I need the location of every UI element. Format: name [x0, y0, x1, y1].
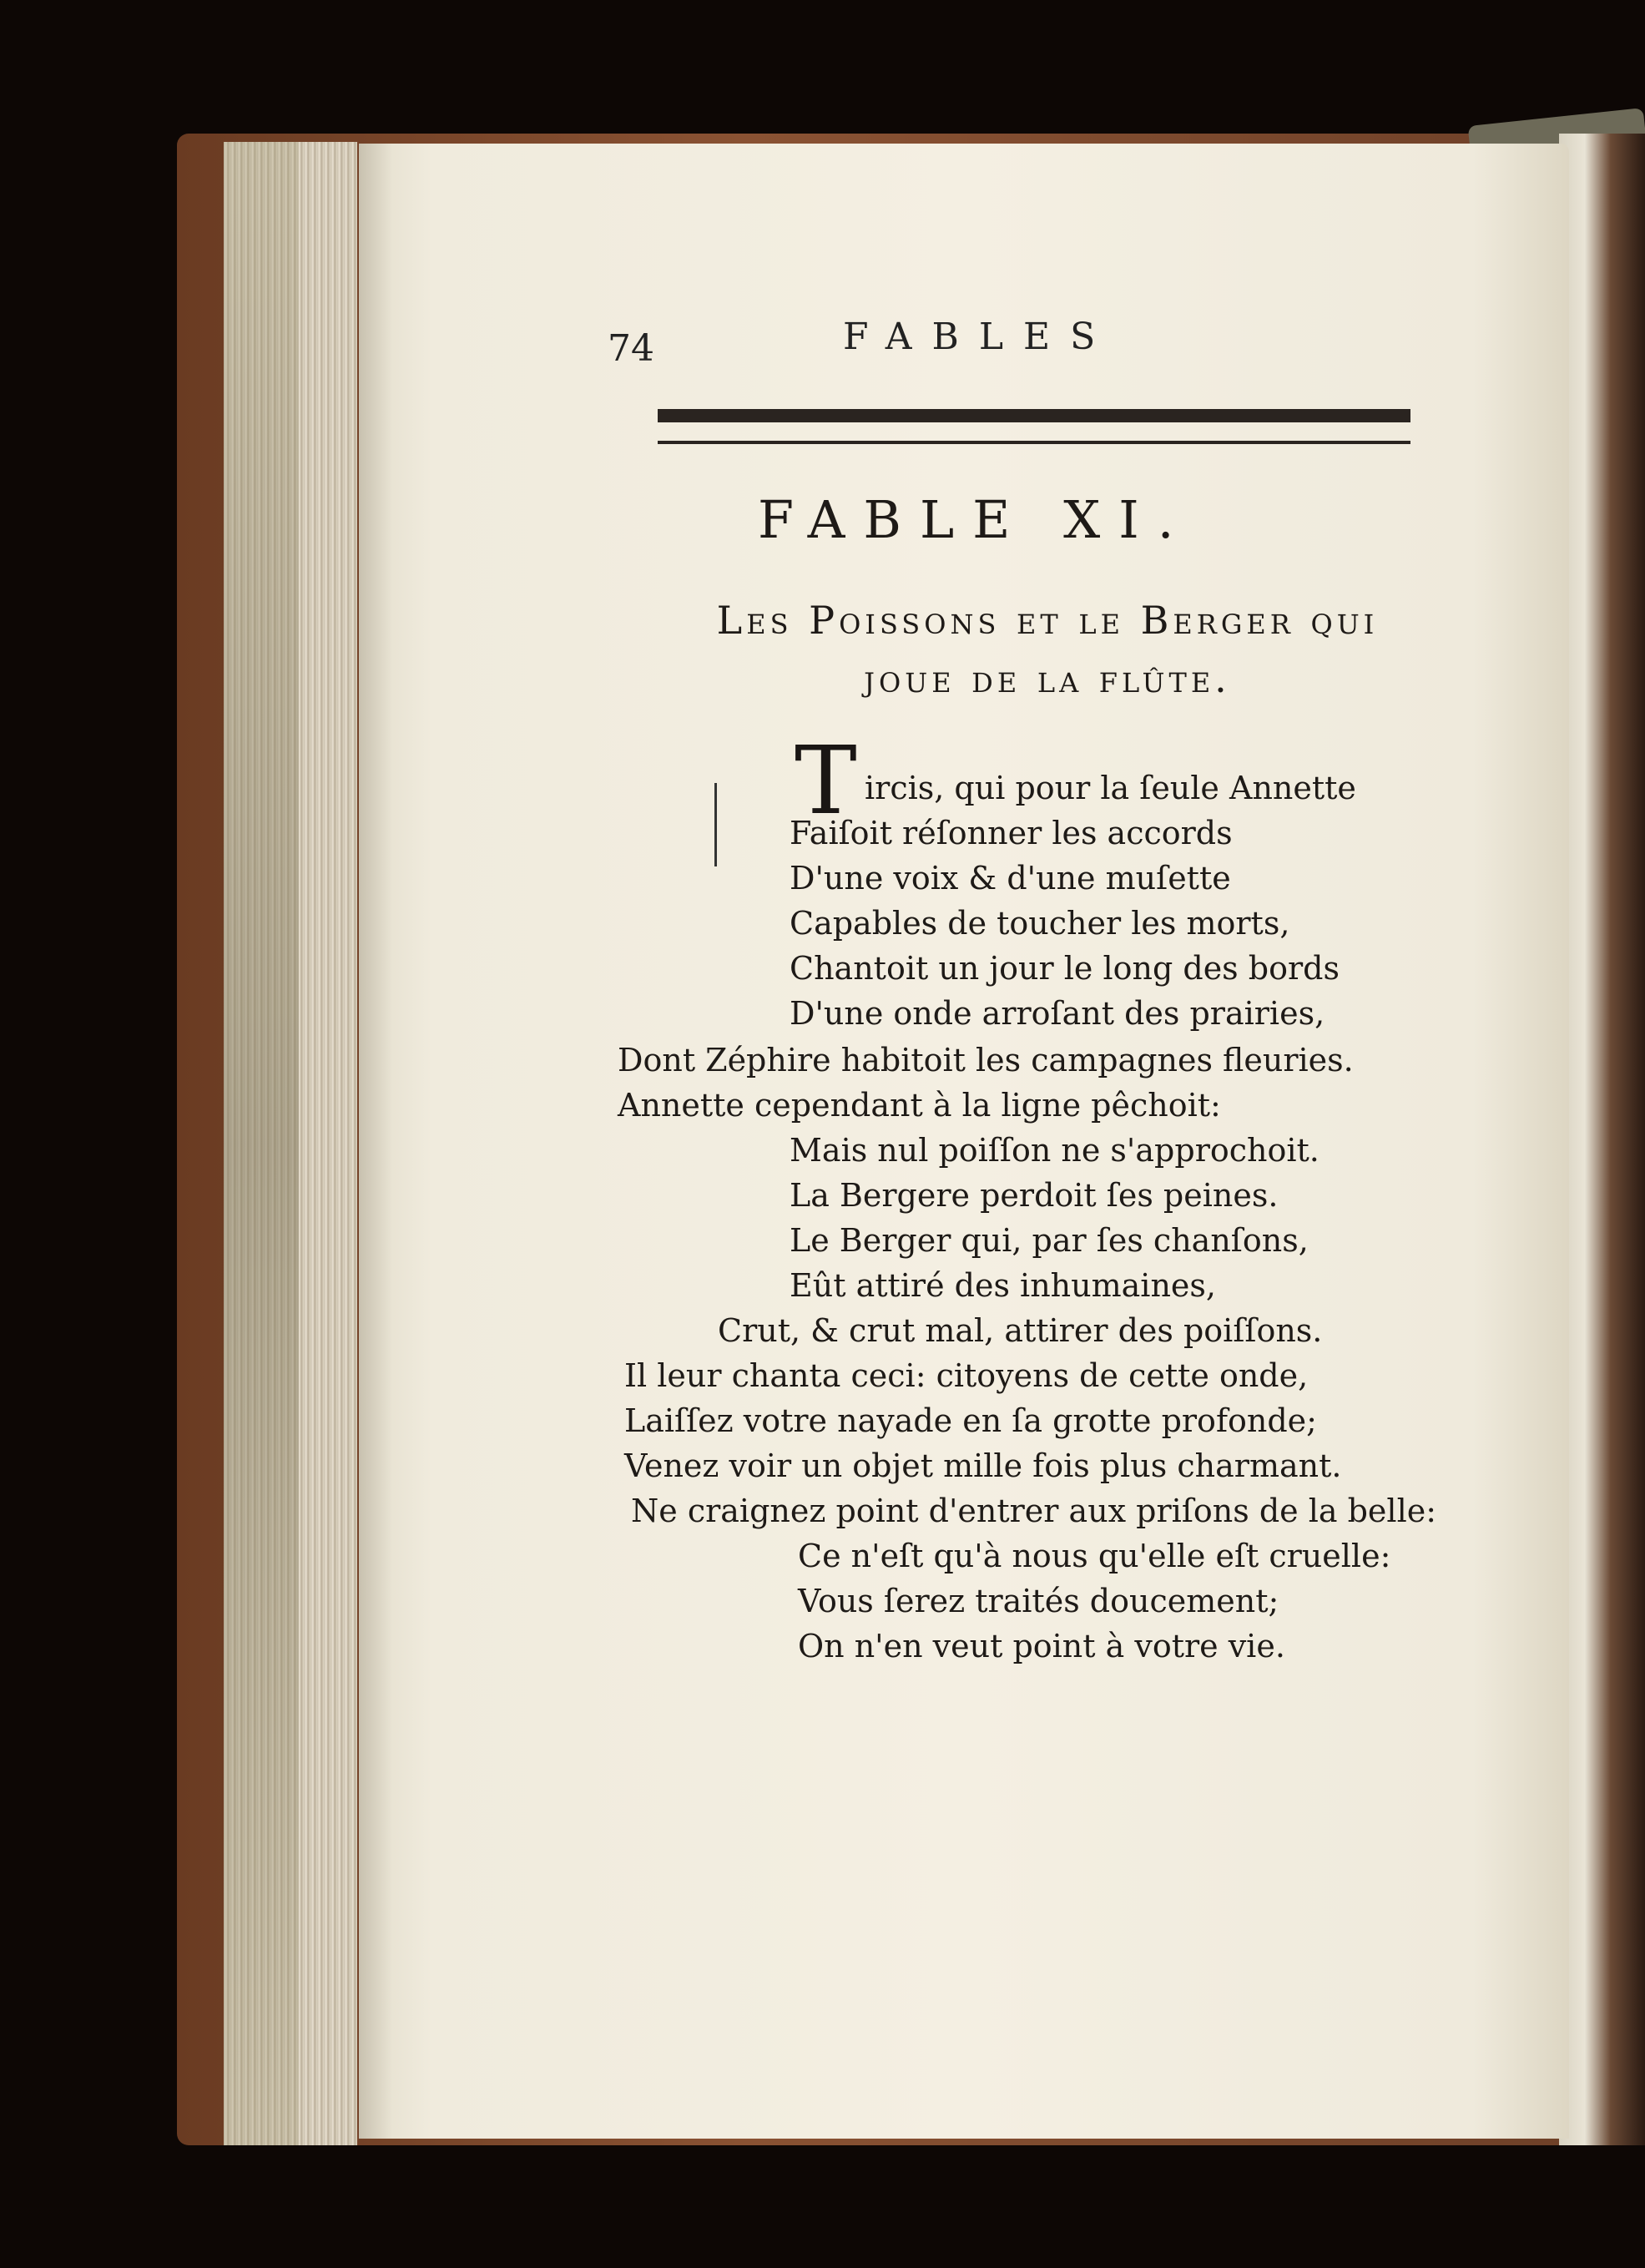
drop-cap: T [795, 727, 857, 836]
poem-line: D'une voix & d'une muſette [790, 860, 1231, 897]
margin-mark [714, 783, 717, 866]
poem-line: Chantoit un jour le long des bords [790, 950, 1340, 987]
gutter-shadow [359, 144, 392, 2139]
running-head: FABLES [843, 316, 1116, 358]
poem-line: Vous ſerez traités doucement; [798, 1583, 1279, 1619]
facing-page-edge [1559, 134, 1645, 2145]
header-rule-thick [658, 409, 1410, 422]
poem-line: Crut, & crut mal, attirer des poiſſons. [718, 1312, 1323, 1349]
subtitle-line: Les Poissons et le Berger qui [716, 598, 1379, 643]
header-rule-thin [658, 441, 1410, 444]
poem-line: Capables de toucher les morts, [790, 905, 1290, 942]
poem-line: Laiſſez votre nayade en ſa grotte profonde; [624, 1402, 1317, 1439]
fable-title: FABLE XI. [758, 489, 1193, 550]
poem-line: Eût attiré des inhumaines, [790, 1267, 1216, 1304]
poem-line: Venez voir un objet mille fois plus charmant. [624, 1447, 1342, 1484]
page-edge-stain [224, 142, 299, 2145]
subtitle-line: joue de la flûte. [864, 656, 1231, 701]
poem-line: Mais nul poiſſon ne s'approchoit. [790, 1132, 1320, 1169]
poem-line: Ne craignez point d'entrer aux priſons de la belle: [631, 1493, 1437, 1529]
poem-line: ircis, qui pour la ſeule Annette [865, 770, 1356, 806]
poem-line: Dont Zéphire habitoit les campagnes fleuries. [618, 1042, 1354, 1078]
poem-line: D'une onde arroſant des prairies, [790, 995, 1325, 1032]
poem-line: Annette cependant à la ligne pêchoit: [618, 1087, 1221, 1124]
poem-line: Ce n'eſt qu'à nous qu'elle eſt cruelle: [798, 1538, 1391, 1574]
poem-line: Le Berger qui, par ſes chanſons, [790, 1222, 1309, 1259]
poem-line: Il leur chanta ceci: citoyens de cette onde, [624, 1357, 1309, 1394]
poem-line: On n'en veut point à votre vie. [798, 1628, 1285, 1664]
fable-subtitle [651, 591, 1444, 708]
poem-line: Faiſoit réſonner les accords [790, 815, 1233, 851]
poem-line: La Bergere perdoit ſes peines. [790, 1177, 1279, 1214]
page-number: 74 [608, 327, 654, 370]
